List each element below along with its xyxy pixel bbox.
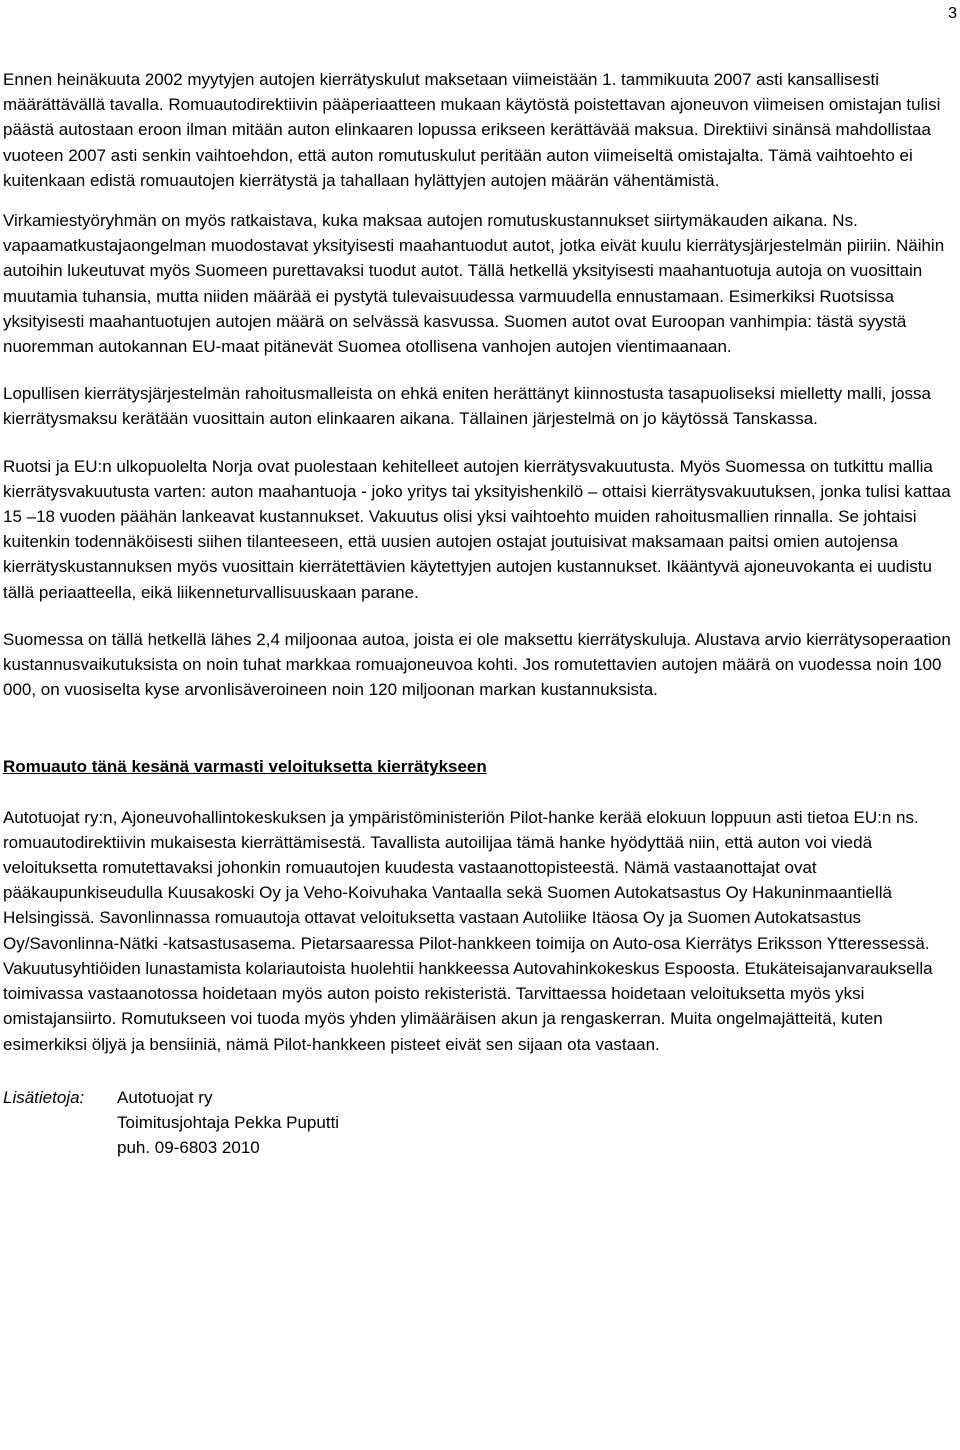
contact-phone: puh. 09-6803 2010 <box>117 1138 260 1158</box>
section-heading: Romuauto tänä kesänä varmasti veloituksetta kierrätykseen <box>3 757 487 777</box>
contact-organization: Autotuojat ry <box>117 1087 213 1107</box>
contact-info <box>3 1085 953 1161</box>
paragraph-financing-models: Lopullisen kierrätysjärjestelmän rahoitusmalleista on ehkä eniten herättänyt kiinnostusta tasapuoliseksi mielletty malli, jossa kierrätysmaksu kerätään vuosittain auton elinkaaren aikana. Tällainen järjestelmä on jo käytössä Tanskassa. <box>3 384 931 429</box>
paragraph-scrappage-costs: Ennen heinäkuuta 2002 myytyjen autojen kierrätyskulut maksetaan viimeistään 1. tammikuuta 2007 asti kansallisesti määrättävällä tavalla. Romuautodirektiivin pääperiaatteen mukaan käytöstä poistettavan ajoneuvon viimeisen omistajan tulisi päästä autostaan eroon ilman mitään auton elinkaaren lopussa erikseen kerättävää maksua. Direktiivi sinänsä mahdollistaa vuoteen 2007 asti senkin vaihtoehdon, että auton romutuskulut peritään auton viimeiseltä omistajalta. Tämä vaihtoehto ei kuitenkaan edistä romuautojen kierrätystä ja tahallaan hylättyjen autojen määrän vähentämistä. <box>3 70 941 190</box>
contact-person: Toimitusjohtaja Pekka Puputti <box>117 1112 340 1132</box>
paragraph-recycling-insurance: Ruotsi ja EU:n ulkopuolelta Norja ovat puolestaan kehitelleet autojen kierrätysvakuutusta. Myös Suomessa on tutkittu mallia kierrätysvakuutusta varten: auton maahantuoja - joko yritys tai yksityishenkilö – ottaisi kierrätysvakuutuksen, jonka tulisi kattaa 15 –18 vuoden päähän lankeavat kustannukset. Vakuutus olisi yksi vaihtoehto muiden rahoitusmallien rinnalla. Se johtaisi kuitenkin todennäköisesti siihen tilanteeseen, että uusien autojen ostajat joutuisivat maksamaan paitsi omien autojensa kierrätyskustannuksen myös vuosittain kierrätettävien käytettyjen autojen kustannukset. Ikääntyvä ajoneuvokanta ei uudistu tällä periaatteella, eikä liikenneturvallisuuskaan parane. <box>3 456 951 602</box>
paragraph-cost-estimate: Suomessa on tällä hetkellä lähes 2,4 miljoonaa autoa, joista ei ole maksettu kierrätyskuluja. Alustava arvio kierrätysoperaation kustannusvaikutuksista on noin tuhat markkaa romuajoneuvoa kohti. Jos romutettavien autojen määrä on vuodessa noin 100 000, on vuosiselta kyse arvonlisäveroineen noin 120 miljoonan markan kustannuksista. <box>3 629 951 700</box>
contact-label: Lisätietoja: <box>3 1087 85 1107</box>
paragraph-pilot-project: Autotuojat ry:n, Ajoneuvohallintokeskuksen ja ympäristöministeriön Pilot-hanke kerää elokuun loppuun asti tietoa EU:n ns. romuautodirektiivin mukaisesta kierrättämisestä. Tavallista autoilijaa tämä hanke hyödyttää niin, että auton voi viedä veloituksetta romutettavaksi johonkin romuautojen kuudesta vastaanottopisteestä. Nämä vastaanottajat ovat pääkaupunkiseudulla Kuusakoski Oy ja Veho-Koivuhaka Vantaalla sekä Suomen Autokatsastus Oy Hakuninmaantiellä Helsingissä. Savonlinnassa romuautoja ottavat veloituksetta vastaan Autoliike Itäosa Oy ja Suomen Autokatsastus Oy/Savonlinna-Nätki -katsastusasema. Pietarsaaressa Pilot-hankkeen toimija on Auto-osa Kierrätys Eriksson Ytteressessä. Vakuutusyhtiöiden lunastamista kolariautoista huolehtii hankkeessa Autovahinkokeskus Espoosta. Etukäteisajanvarauksella toimivassa vastaanotossa hoidetaan myös auton poisto rekisteristä. Tarvittaessa hoidetaan veloituksetta myös yksi omistajansiirto. Romutukseen voi tuoda myös yhden ylimääräisen akun ja rengaskerran. Muita ongelmajätteitä, kuten esimerkiksi öljyä ja bensiiniä, nämä Pilot-hankkeen pisteet eivät sen sijaan ota vastaan. <box>3 807 933 1054</box>
document-body <box>3 67 953 1160</box>
paragraph-transition-period: Virkamiestyöryhmän on myös ratkaistava, kuka maksaa autojen romutuskustannukset siirtymäkauden aikana. Ns. vapaamatkustajaongelman muodostavat yksityisesti maahantuodut autot, jotka eivät kuulu kierrätysjärjestelmän piiriin. Näihin autoihin lukeutuvat myös Suomeen purettavaksi tuodut autot. Tällä hetkellä yksityisesti maahantuotuja autoja on vuosittain muutamia tuhansia, mutta niiden määrää ei pystytä tulevaisuudessa varmuudella ennustamaan. Esimerkiksi Ruotsissa yksityisesti maahantuotujen autojen määrä on selvässä kasvussa. Suomen autot ovat Euroopan vanhimpia: tästä syystä nuoremman autokannan EU-maat pitänevät Suomea otollisena vanhojen autojen vientimaanaan. <box>3 211 945 357</box>
page-number: 3 <box>948 5 957 22</box>
